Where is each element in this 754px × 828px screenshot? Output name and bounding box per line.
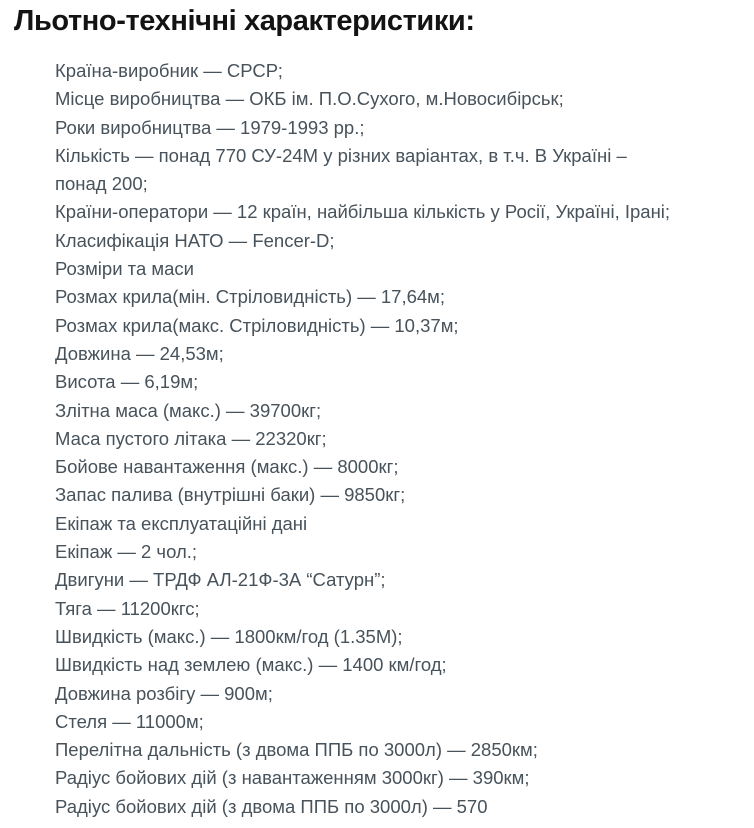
spec-line: Швидкість над землею (макс.) — 1400 км/год; — [55, 654, 447, 676]
spec-line: Маса пустого літака — 22320кг; — [55, 427, 327, 449]
spec-line: понад 200; — [55, 173, 148, 195]
spec-line: Екіпаж та експлуатаційні дані — [55, 512, 308, 534]
spec-list — [55, 57, 734, 821]
spec-line: Місце виробництва — ОКБ ім. П.О.Сухого, м.Новосибірськ; — [55, 88, 564, 110]
spec-line: Довжина — 24,53м; — [55, 342, 224, 364]
spec-line: Радіус бойових дій (з навантаженням 3000кг) — 390км; — [55, 767, 530, 789]
spec-line: Швидкість (макс.) — 1800км/год (1.35М); — [55, 625, 403, 647]
spec-line: Висота — 6,19м; — [55, 371, 199, 393]
spec-line: Країни-оператори — 12 країн, найбільша кількість у Росії, Україні, Ірані; — [55, 201, 671, 223]
spec-line: Розміри та маси — [55, 258, 194, 280]
spec-line: Країна-виробник — СРСР; — [55, 60, 283, 81]
spec-line: Запас палива (внутрішні баки) — 9850кг; — [55, 484, 406, 506]
spec-line: Розмах крила(мін. Стріловидність) — 17,64м; — [55, 286, 446, 308]
spec-line: Стеля — 11000м; — [55, 710, 204, 732]
spec-line: Довжина розбігу — 900м; — [55, 682, 273, 704]
spec-line: Кількість — понад 770 СУ-24М у різних варіантах, в т.ч. В Україні – — [55, 144, 627, 166]
spec-line: Роки виробництва — 1979-1993 рр.; — [55, 116, 365, 138]
spec-line: Злітна маса (макс.) — 39700кг; — [55, 399, 322, 421]
spec-line: Радіус бойових дій (з двома ППБ по 3000л) — 570 — [55, 795, 488, 817]
page-title: Льотно-технічні характеристики: — [14, 5, 475, 37]
spec-line: Бойове навантаження (макс.) — 8000кг; — [55, 456, 399, 478]
spec-line: Перелітна дальність (з двома ППБ по 3000л) — 2850км; — [55, 739, 538, 761]
spec-line: Класифікація НАТО — Fencer-D; — [55, 229, 335, 251]
spec-line: Розмах крила(макс. Стріловидність) — 10,37м; — [55, 314, 459, 336]
spec-line: Екіпаж — 2 чол.; — [55, 541, 198, 563]
spec-line: Тяга — 11200кгс; — [55, 597, 200, 619]
spec-line: Двигуни — ТРДФ АЛ-21Ф-3А “Сатурн”; — [55, 569, 386, 591]
